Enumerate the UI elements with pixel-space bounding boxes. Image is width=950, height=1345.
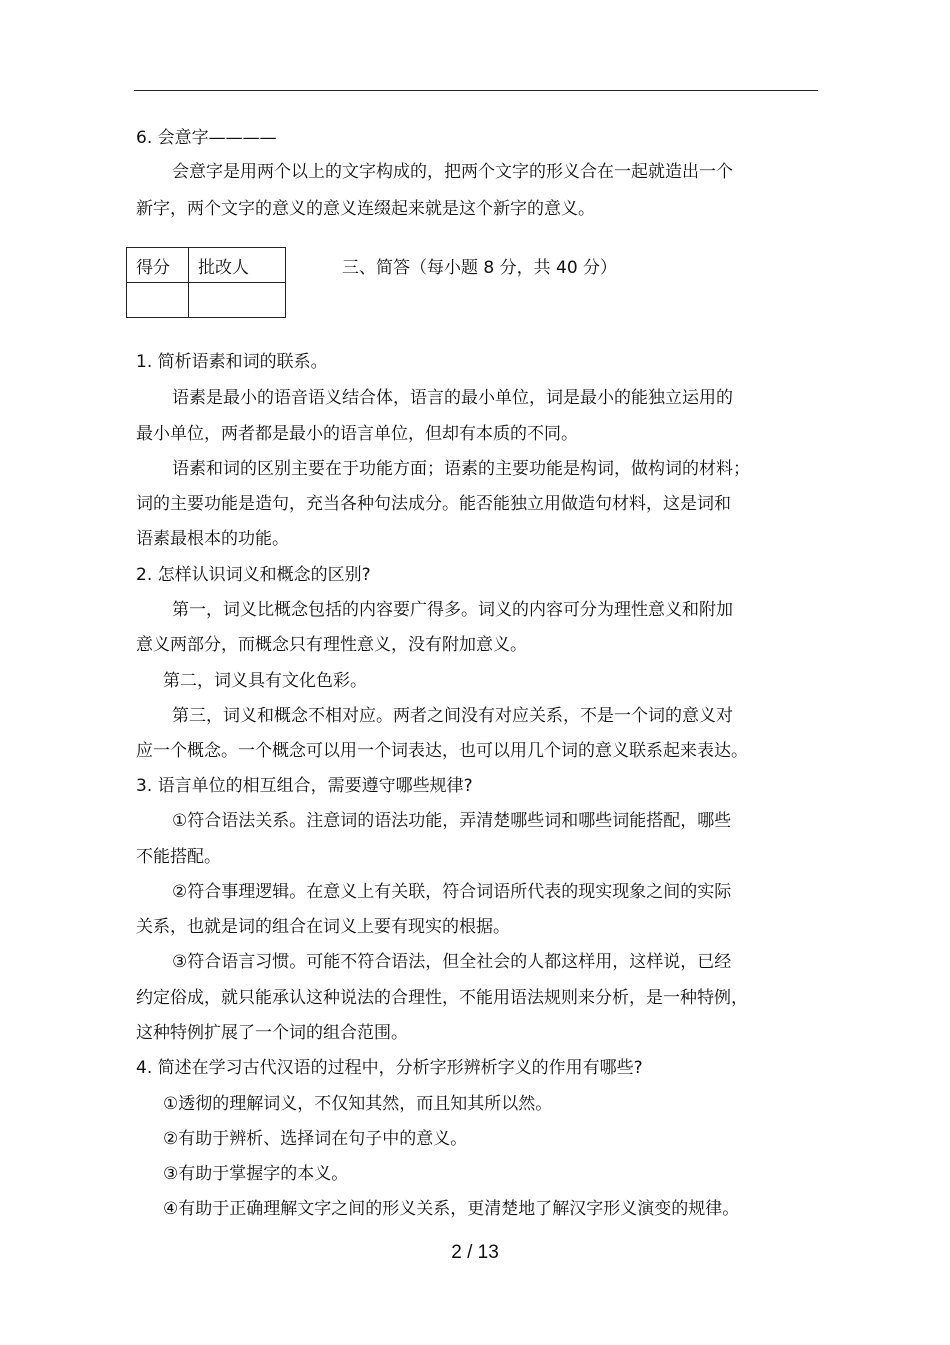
q3-line-2: 不能搭配。 (136, 847, 221, 867)
q1-line-3: 语素和词的区别主要在于功能方面；语素的主要功能是构词，做构词的材料； (172, 459, 750, 479)
q4-line-1: ①透彻的理解词义，不仅知其然，而且知其所以然。 (163, 1094, 553, 1114)
q2-line-3: 第二，词义具有文化色彩。 (163, 671, 367, 691)
q2-line-5: 应一个概念。一个概念可以用一个词表达，也可以用几个词的意义联系起来表达。 (136, 741, 748, 761)
q1-title: 1. 简析语素和词的联系。 (136, 352, 328, 372)
q6-line-1: 会意字是用两个以上的文字构成的，把两个文字的形义合在一起就造出一个 (172, 162, 733, 182)
q2-line-1: 第一，词义比概念包括的内容要广得多。词义的内容可分为理性意义和附加 (172, 600, 733, 620)
q6-heading: 6. 会意字———— (136, 128, 277, 148)
q3-line-4: 关系，也就是词的组合在词义上要有现实的根据。 (136, 917, 510, 937)
q3-title: 3. 语言单位的相互组合，需要遵守哪些规律? (136, 776, 473, 796)
grader-cell (189, 283, 286, 318)
q4-line-3: ③有助于掌握字的本义。 (163, 1164, 349, 1184)
q3-line-7: 这种特例扩展了一个词的组合范围。 (136, 1023, 408, 1043)
q3-line-5: ③符合语言习惯。可能不符合语法，但全社会的人都这样用，这样说，已经 (172, 952, 732, 972)
q3-line-6: 约定俗成，就只能承认这种说法的合理性，不能用语法规则来分析，是一种特例， (136, 988, 748, 1008)
score-cell (127, 283, 189, 318)
q1-line-4: 词的主要功能是造句，充当各种句法成分。能否能独立用做造句材料，这是词和 (136, 494, 731, 514)
q3-line-1: ①符合语法关系。注意词的语法功能，弄清楚哪些词和哪些词能搭配，哪些 (172, 811, 732, 831)
page-number: 2 / 13 (451, 1242, 499, 1263)
q2-line-2: 意义两部分，而概念只有理性意义，没有附加意义。 (136, 635, 527, 655)
q4-line-2: ②有助于辨析、选择词在句子中的意义。 (163, 1129, 468, 1149)
q1-line-2: 最小单位，两者都是最小的语言单位，但却有本质的不同。 (136, 424, 578, 444)
score-label: 得分 (127, 248, 189, 283)
q4-title: 4. 简述在学习古代汉语的过程中，分析字形辨析字义的作用有哪些? (136, 1058, 643, 1078)
q1-line-5: 语素最根本的功能。 (136, 529, 289, 549)
section-title: 三、简答（每小题 8 分，共 40 分） (342, 258, 618, 278)
q2-line-4: 第三，词义和概念不相对应。两者之间没有对应关系，不是一个词的意义对 (172, 706, 733, 726)
q1-line-1: 语素是最小的语音语义结合体，语言的最小单位，词是最小的能独立运用的 (172, 388, 733, 408)
grader-label: 批改人 (189, 248, 286, 283)
score-table (126, 247, 286, 318)
q6-line-2: 新字，两个文字的意义的意义连缀起来就是这个新字的意义。 (136, 199, 595, 219)
q2-title: 2. 怎样认识词义和概念的区别? (136, 565, 371, 585)
q4-line-4: ④有助于正确理解文字之间的形义关系，更清楚地了解汉字形义演变的规律。 (163, 1199, 740, 1219)
q3-line-3: ②符合事理逻辑。在意义上有关联，符合词语所代表的现实现象之间的实际 (172, 882, 732, 902)
header-rule (134, 90, 818, 91)
